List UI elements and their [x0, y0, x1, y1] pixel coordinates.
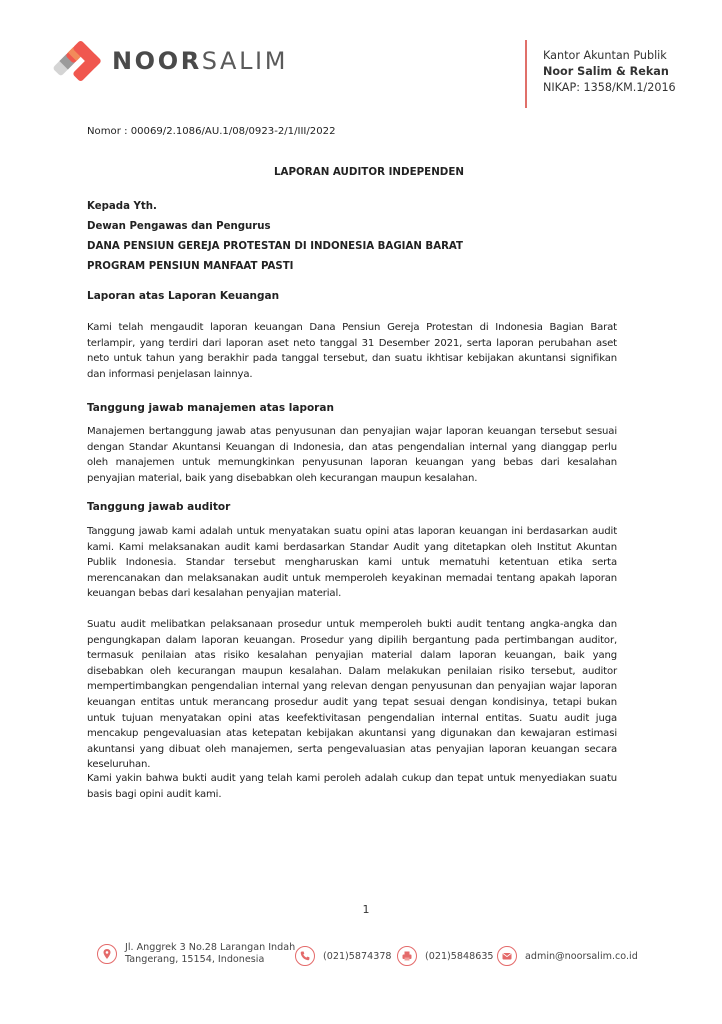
paragraph-audit-evidence: Kami yakin bahwa bukti audit yang telah kami peroleh adalah cukup dan tepat untuk menyediakan suatu basis bagi opini audit kami. [87, 773, 617, 800]
addressee-program: PROGRAM PENSIUN MANFAAT PASTI [87, 261, 294, 272]
footer-phone-number: (021)5874378 [323, 950, 392, 962]
envelope-icon [497, 946, 517, 966]
noorsalim-logo-mark-icon [48, 36, 102, 86]
report-title: LAPORAN AUDITOR INDEPENDEN [273, 166, 465, 178]
footer-address [97, 942, 295, 966]
location-pin-icon [97, 944, 117, 964]
addressee-salutation: Kepada Yth. [87, 201, 157, 212]
firm-type: Kantor Akuntan Publik [543, 49, 667, 62]
addressee-board: Dewan Pengawas dan Pengurus [87, 221, 271, 232]
fax-printer-icon [397, 946, 417, 966]
footer-phone [295, 946, 392, 966]
paragraph-opinion-scope: Kami telah mengaudit laporan keuangan Dana Pensiun Gereja Protestan di Indonesia Bagian Barat terlampir, yang terdiri dari laporan aset neto tanggal 31 Desember 2021, serta laporan perubahan aset neto untuk tahun yang berakhir pada tanggal tersebut, dan suatu ikhtisar kebijakan akuntansi signifikan dan informasi penjelasan lainnya. [87, 322, 617, 380]
section-heading-management-responsibility: Tanggung jawab manajemen atas laporan [87, 402, 334, 414]
firm-name: Noor Salim & Rekan [543, 65, 669, 78]
logo-wordmark [112, 49, 288, 73]
logo-word-salim: SALIM [201, 47, 289, 75]
section-heading-auditor-responsibility: Tanggung jawab auditor [87, 501, 231, 513]
paragraph-management-responsibility: Manajemen bertanggung jawab atas penyusunan dan penyajian wajar laporan keuangan tersebut sesuai dengan Standar Akuntansi Keuangan di Indonesia, dan atas pengendalian internal yang dianggap perlu oleh manajemen untuk memungkinkan penyusunan laporan keuangan yang bebas dari kesalahan penyajian material, baik yang disebabkan oleh kecurangan maupun kesalahan. [87, 426, 617, 484]
page-number: 1 [362, 903, 370, 916]
section-heading-financial-report: Laporan atas Laporan Keuangan [87, 290, 280, 302]
paragraph-audit-procedures: Suatu audit melibatkan pelaksanaan prosedur untuk memperoleh bukti audit tentang angka-angka dan pengungkapan dalam laporan keuangan. Prosedur yang dipilih bergantung pada pertimbangan auditor, termasuk penilaian atas risiko kesalahan penyajian material dalam laporan keuangan, baik yang disebabkan oleh kecurangan maupun kesalahan. Dalam melakukan penilaian risiko tersebut, auditor mempertimbangkan pengendalian internal yang relevan dengan penyusunan dan penyajian wajar laporan keuangan entitas untuk merancang prosedur audit yang tepat sesuai dengan kondisinya, tetapi bukan untuk tujuan menyatakan opini atas keefektivitasan pengendalian internal entitas. Suatu audit juga mencakup pengevaluasian atas ketepatan kebijakan akuntansi yang digunakan dan kewajaran estimasi akuntansi yang dibuat oleh manajemen, serta pengevaluasian atas penyajian laporan keuangan secara keseluruhan. [87, 619, 617, 771]
logo-word-noor: NOOR [112, 47, 202, 75]
firm-license: NIKAP: 1358/KM.1/2016 [543, 81, 676, 94]
addressee-entity: DANA PENSIUN GEREJA PROTESTAN DI INDONESIA BAGIAN BARAT [87, 241, 463, 252]
footer-address-line1: Jl. Anggrek 3 No.28 Larangan Indah [125, 942, 296, 953]
footer-email-address[interactable]: admin@noorsalim.co.id [525, 950, 638, 962]
noorsalim-logo [48, 36, 288, 86]
footer-fax [397, 946, 494, 966]
footer-email [497, 946, 638, 966]
document-number: Nomor : 00069/2.1086/AU.1/08/0923-2/1/III/2022 [87, 126, 336, 137]
firm-info [525, 40, 676, 108]
addressee-block [87, 197, 617, 277]
footer-fax-number: (021)5848635 [425, 950, 494, 962]
phone-icon [295, 946, 315, 966]
footer-address-line2: Tangerang, 15154, Indonesia [125, 954, 265, 965]
paragraph-auditor-responsibility: Tanggung jawab kami adalah untuk menyatakan suatu opini atas laporan keuangan ini berdasarkan audit kami. Kami melaksanakan audit kami berdasarkan Standar Audit yang ditetapkan oleh Institut Akuntan Publik Indonesia. Standar tersebut mengharuskan kami untuk mematuhi ketentuan etika serta merencanakan dan melaksanakan audit untuk memperoleh keyakinan memadai tentang apakah laporan keuangan bebas dari kesalahan penyajian material. [87, 526, 617, 600]
